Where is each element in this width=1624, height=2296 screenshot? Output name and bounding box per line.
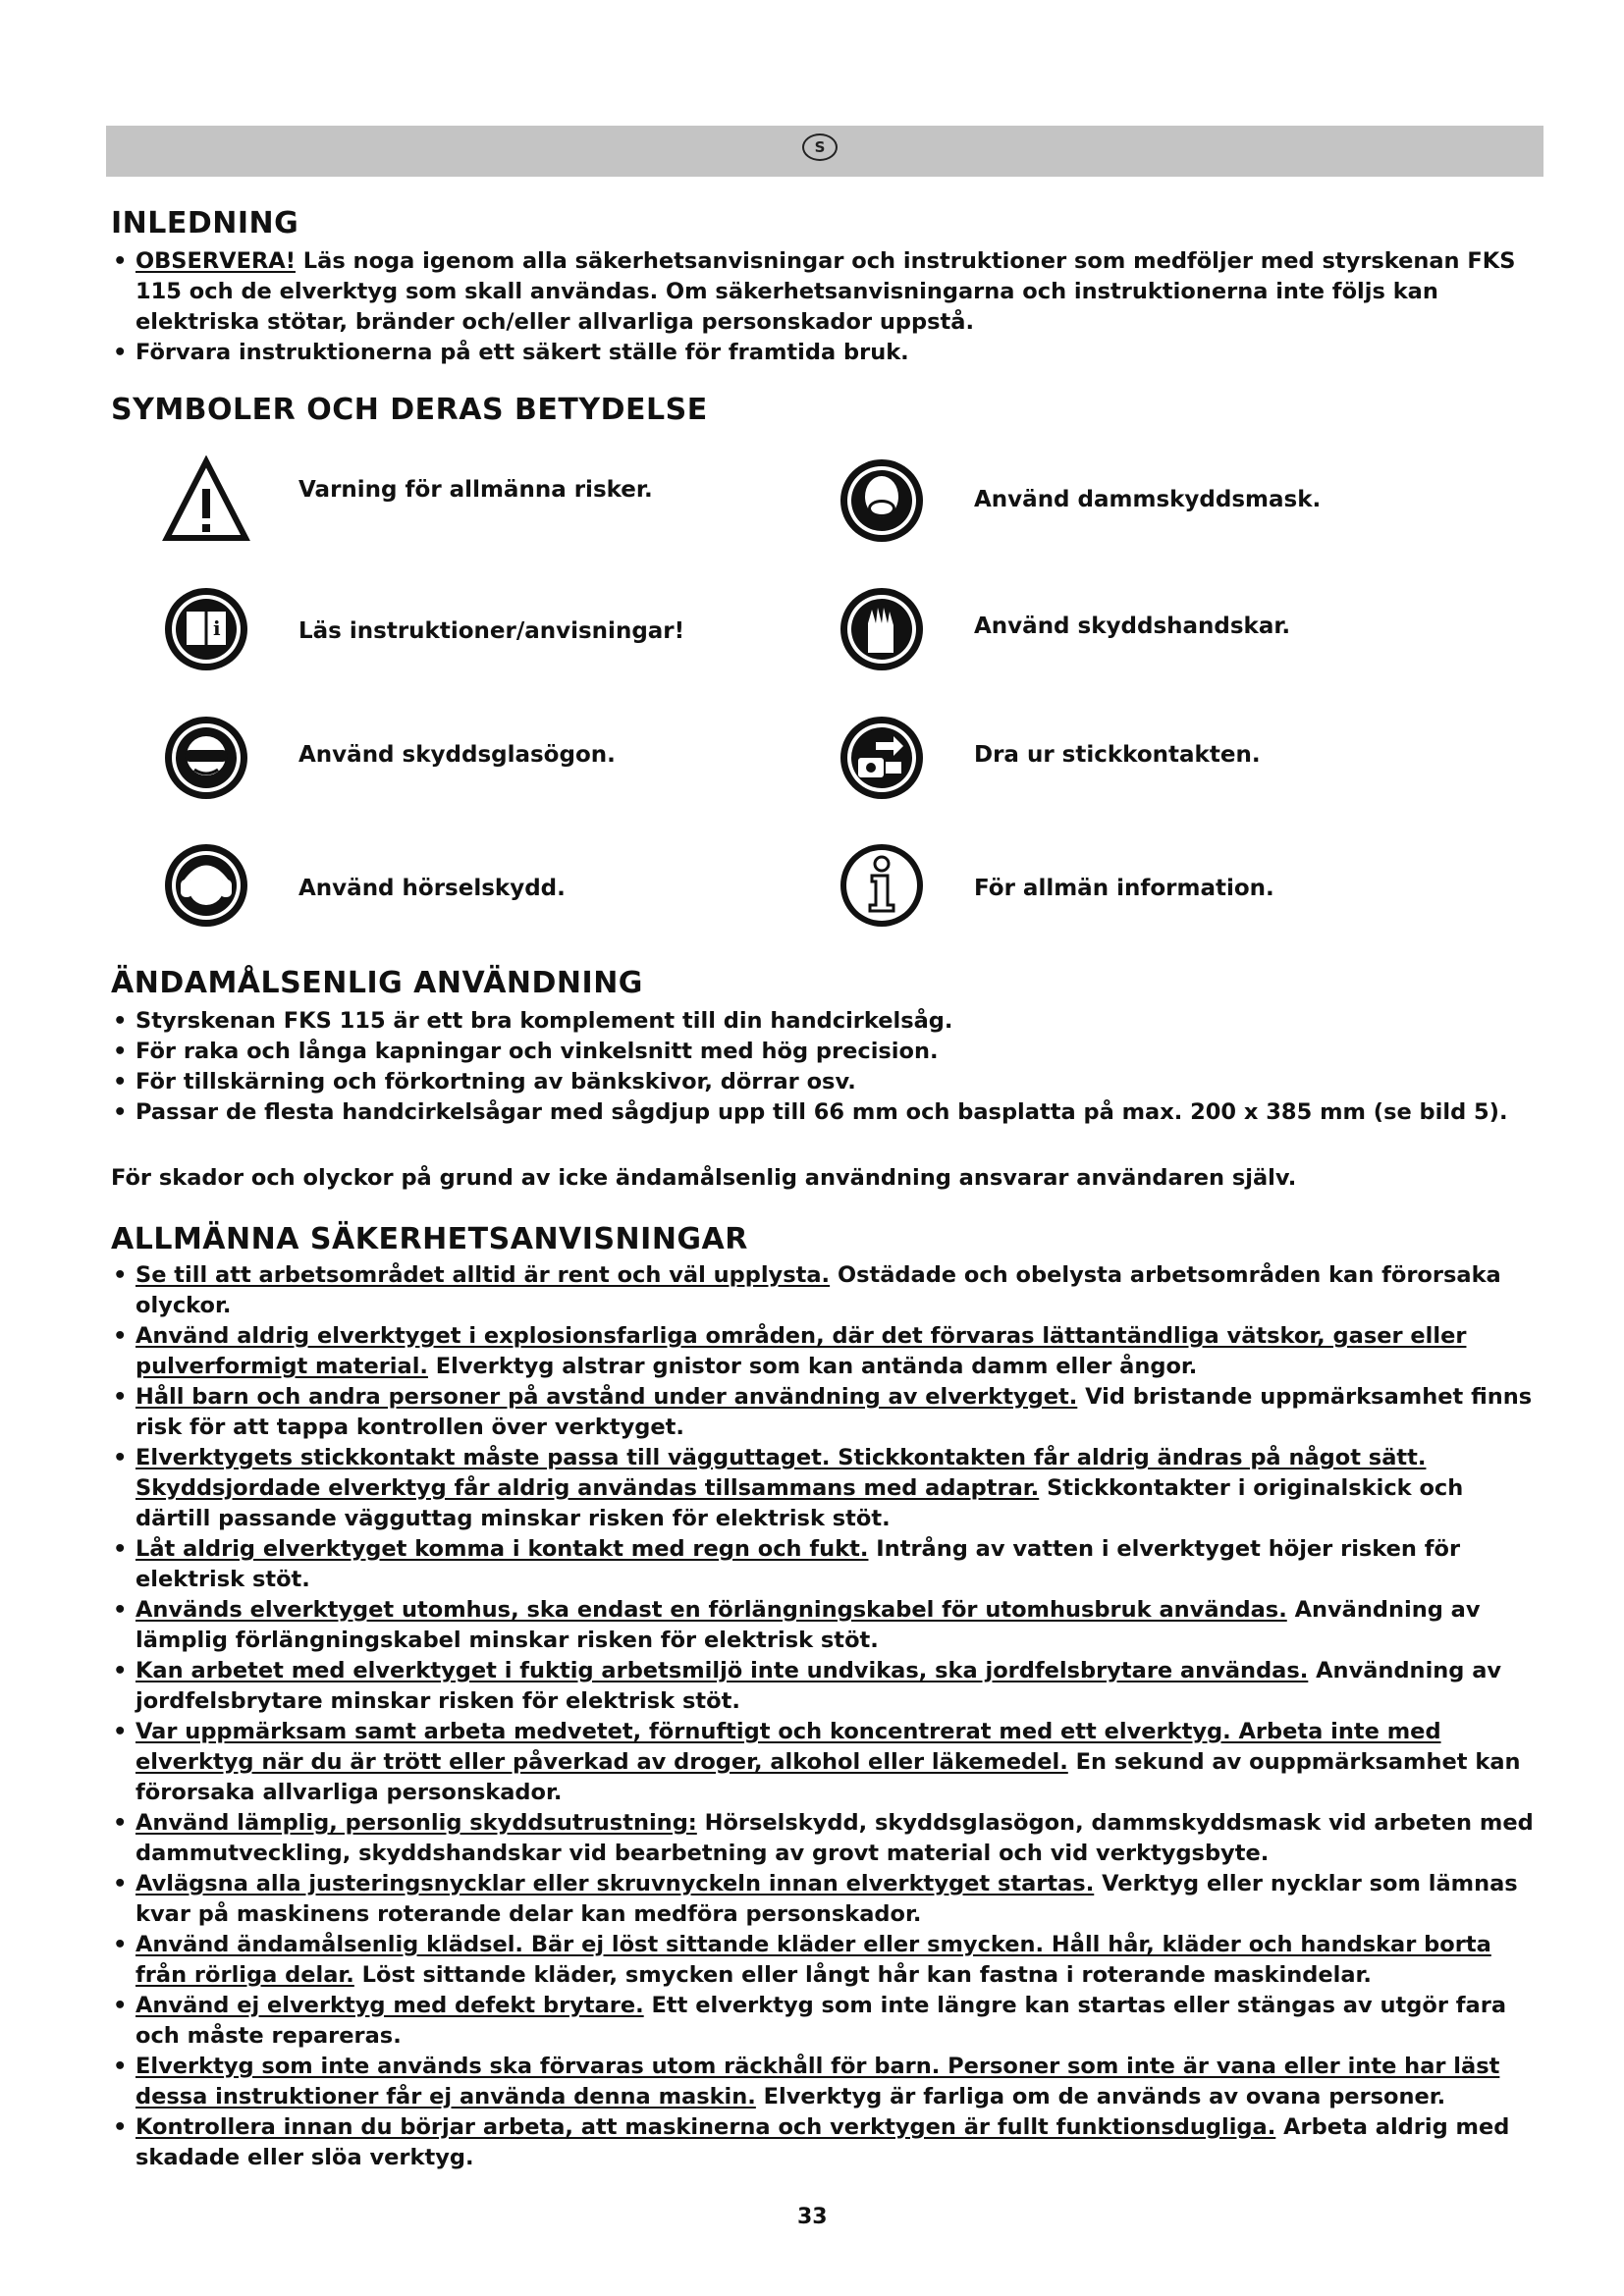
symbol-row-warning: Varning för allmänna risker.	[161, 455, 251, 546]
symbols-title: SYMBOLER OCH DERAS BETYDELSE	[111, 393, 708, 427]
list-item: • Använd lämplig, personlig skyddsutrustning: Hörselskydd, skyddsglasögon, dammskyddsmask vid arbeten med dammutveckling, skyddshandskar vid bearbetning av grovt material och vid verktygsbyte.	[111, 1808, 1535, 1869]
intended-use-note: För skador och olyckor på grund av icke ändamålsenlig användning ansvarar användaren själv.	[111, 1165, 1297, 1191]
list-item: • Använd aldrig elverktyget i explosionsfarliga områden, där det förvaras lättantändliga vätskor, gaser eller pulverformigt material. Elverktyg alstrar gnistor som kan antända damm eller ångor.	[111, 1321, 1535, 1382]
list-item: • Styrskenan FKS 115 är ett bra komplement till din handcirkelsåg.	[111, 1006, 1535, 1037]
list-item: • Kan arbetet med elverktyget i fuktig arbetsmiljö inte undvikas, ska jordfelsbrytare användas. Användning av jordfelsbrytare minskar risken för elektrisk stöt.	[111, 1656, 1535, 1717]
list-item: • Passar de flesta handcirkelsågar med sågdjup upp till 66 mm och basplatta på max. 200 x 385 mm (se bild 5).	[111, 1097, 1535, 1128]
read-manual-icon	[161, 584, 251, 674]
safety-list	[111, 1260, 1535, 2173]
hearing-protection-icon	[161, 840, 251, 931]
intro-list	[111, 246, 1535, 368]
symbol-row-unplug: Dra ur stickkontakten.	[837, 713, 927, 803]
svg-text:i: i	[213, 616, 221, 640]
list-item: • Var uppmärksam samt arbeta medvetet, förnuftigt och koncentrerat med ett elverktyg. Arbeta inte med elverktyg när du är trött eller påverkad av droger, alkohol eller läkemedel. En sekund av ouppmärksamhet kan förorsaka allvarliga personskador.	[111, 1717, 1535, 1808]
symbol-row-glasses: Använd skyddsglasögon.	[161, 713, 251, 803]
safety-glasses-icon	[161, 713, 251, 803]
list-item: • Använd ändamålsenlig klädsel. Bär ej löst sittande kläder eller smycken. Håll hår, kläder och handskar borta från rörliga delar. Löst sittande kläder, smycken eller långt hår kan fastna i roterande maskindelar.	[111, 1930, 1535, 1991]
language-badge: S	[802, 133, 838, 161]
list-item: • För tillskärning och förkortning av bänkskivor, dörrar osv.	[111, 1067, 1535, 1097]
list-item: • Använd ej elverktyg med defekt brytare. Ett elverktyg som inte längre kan startas eller stängas av utgör fara och måste repareras.	[111, 1991, 1535, 2052]
symbol-row-info: För allmän information.	[837, 840, 927, 931]
intended-use-title: ÄNDAMÅLSENLIG ANVÄNDNING	[111, 966, 643, 1000]
list-item: • Elverktygets stickkontakt måste passa till vägguttaget. Stickkontakten får aldrig ändras på något sätt. Skyddsjordade elverktyg får aldrig användas tillsammans med adaptrar. Stickkontakter i originalskick och därtill passande vägguttag minskar risken för elektrisk stöt.	[111, 1443, 1535, 1534]
protective-gloves-icon	[837, 584, 927, 674]
list-item: • Avlägsna alla justeringsnycklar eller skruvnyckeln innan elverktyget startas. Verktyg eller nycklar som lämnas kvar på maskinens roterande delar kan medföra personskador.	[111, 1869, 1535, 1930]
list-item: • För raka och långa kapningar och vinkelsnitt med hög precision.	[111, 1037, 1535, 1067]
intended-use-list	[111, 1006, 1535, 1128]
list-item: • OBSERVERA! Läs noga igenom alla säkerhetsanvisningar och instruktioner som medföljer med styrskenan FKS 115 och de elverktyg som skall användas. Om säkerhetsanvisningarna och instruktionerna inte följs kan elektriska stötar, bränder och/eller allvarliga personskador uppstå.	[111, 246, 1535, 338]
symbol-row-hearing: Använd hörselskydd.	[161, 840, 251, 931]
symbol-row-gloves: Använd skyddshandskar.	[837, 584, 927, 674]
list-item: • Håll barn och andra personer på avstånd under användning av elverktyget. Vid bristande uppmärksamhet finns risk för att tappa kontrollen över verktyget.	[111, 1382, 1535, 1443]
symbol-row-dust-mask: Använd dammskyddsmask.	[837, 455, 927, 546]
information-icon	[837, 840, 927, 931]
list-item: • Kontrollera innan du börjar arbeta, att maskinerna och verktygen är fullt funktionsdugliga. Arbeta aldrig med skadade eller slöa verktyg.	[111, 2112, 1535, 2173]
list-item: • Låt aldrig elverktyget komma i kontakt med regn och fukt. Intrång av vatten i elverktyget höjer risken för elektrisk stöt.	[111, 1534, 1535, 1595]
dust-mask-icon	[837, 455, 927, 546]
page-number: 33	[797, 2205, 828, 2229]
intro-title: INLEDNING	[111, 206, 299, 240]
unplug-icon	[837, 713, 927, 803]
list-item: • Förvara instruktionerna på ett säkert ställe för framtida bruk.	[111, 338, 1535, 368]
safety-title: ALLMÄNNA SÄKERHETSANVISNINGAR	[111, 1222, 748, 1256]
warning-triangle-icon	[161, 455, 251, 546]
list-item: • Elverktyg som inte används ska förvaras utom räckhåll för barn. Personer som inte är vana eller inte har läst dessa instruktioner får ej använda denna maskin. Elverktyg är farliga om de används av ovana personer.	[111, 2052, 1535, 2112]
symbol-row-manual: i Läs instruktioner/anvisningar!	[161, 584, 251, 674]
list-item: • Se till att arbetsområdet alltid är rent och väl upplysta. Ostädade och obelysta arbetsområden kan förorsaka olyckor.	[111, 1260, 1535, 1321]
list-item: • Används elverktyget utomhus, ska endast en förlängningskabel för utomhusbruk användas. Användning av lämplig förlängningskabel minskar risken för elektrisk stöt.	[111, 1595, 1535, 1656]
